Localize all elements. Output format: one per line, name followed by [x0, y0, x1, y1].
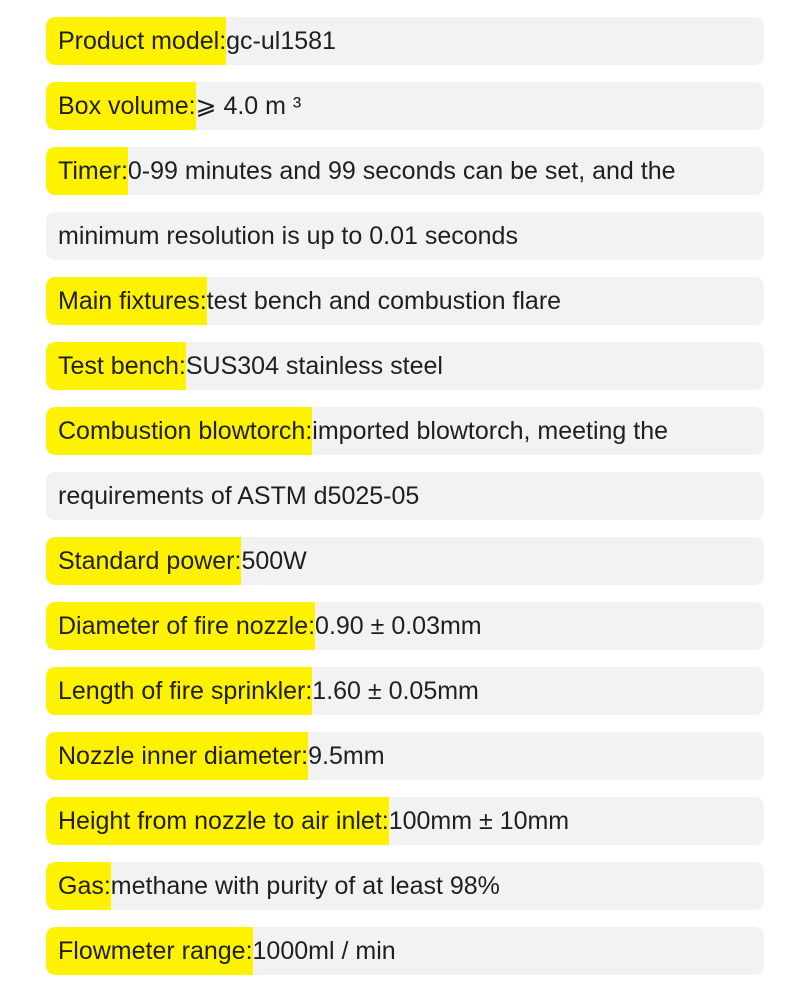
spec-label: Diameter of fire nozzle: — [46, 602, 315, 650]
spec-label: Flowmeter range: — [46, 927, 253, 975]
spec-label: Standard power: — [46, 537, 241, 585]
spec-value: 1.60 ± 0.05mm — [312, 677, 479, 705]
spec-label: Length of fire sprinkler: — [46, 667, 312, 715]
spec-row-flowmeter-range — [46, 927, 764, 975]
spec-value: requirements of ASTM d5025-05 — [58, 482, 420, 510]
spec-row-nozzle-height — [46, 797, 764, 845]
spec-row-timer-continued — [46, 212, 764, 260]
spec-row-sprinkler-length — [46, 667, 764, 715]
spec-row-timer — [46, 147, 764, 195]
spec-row-main-fixtures — [46, 277, 764, 325]
spec-row-combustion-blowtorch — [46, 407, 764, 455]
spec-value: ⩾ 4.0 m ³ — [195, 92, 302, 120]
spec-row-nozzle-diameter — [46, 602, 764, 650]
spec-label: Box volume: — [46, 82, 196, 130]
spec-value: 500W — [241, 547, 307, 575]
spec-label: Nozzle inner diameter: — [46, 732, 308, 780]
spec-row-test-bench — [46, 342, 764, 390]
spec-value: 0-99 minutes and 99 seconds can be set, and the — [127, 157, 676, 185]
spec-label: Combustion blowtorch: — [46, 407, 312, 455]
spec-row-box-volume — [46, 82, 764, 130]
spec-value: SUS304 stainless steel — [185, 352, 443, 380]
spec-label: Height from nozzle to air inlet: — [46, 797, 389, 845]
spec-label: Gas: — [46, 862, 111, 910]
spec-row-gas — [46, 862, 764, 910]
spec-value: 1000ml / min — [252, 937, 396, 965]
spec-value: methane with purity of at least 98% — [110, 872, 500, 900]
spec-row-standard-power — [46, 537, 764, 585]
spec-label: Timer: — [46, 147, 128, 195]
spec-value: test bench and combustion flare — [206, 287, 562, 315]
spec-row-product-model — [46, 17, 764, 65]
spec-label: Product model: — [46, 17, 226, 65]
spec-value: minimum resolution is up to 0.01 seconds — [58, 222, 518, 250]
spec-value: 100mm ± 10mm — [388, 807, 570, 835]
spec-value: gc-ul1581 — [226, 27, 336, 55]
spec-value: 9.5mm — [308, 742, 385, 770]
spec-label: Main fixtures: — [46, 277, 207, 325]
spec-label: Test bench: — [46, 342, 186, 390]
spec-value: 0.90 ± 0.03mm — [315, 612, 482, 640]
spec-value: imported blowtorch, meeting the — [312, 417, 669, 445]
spec-list — [46, 17, 764, 992]
spec-row-blowtorch-continued — [46, 472, 764, 520]
spec-row-nozzle-inner-diameter — [46, 732, 764, 780]
